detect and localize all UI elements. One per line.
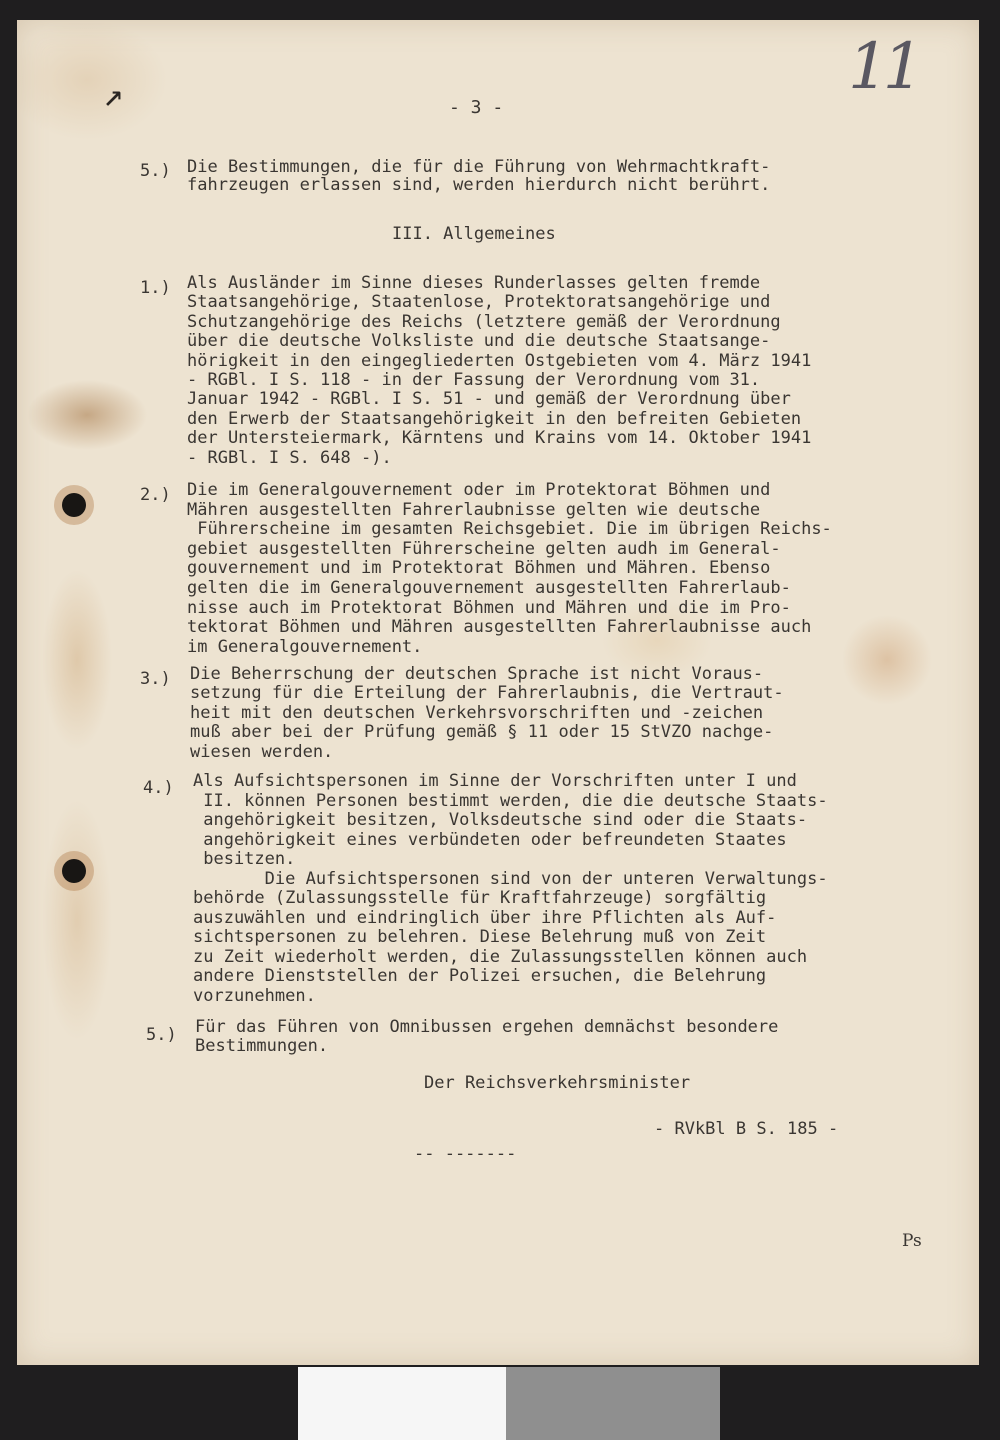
item-body-3: Die Beherrschung der deutschen Sprache ist nicht Voraus- setzung für die Erteilung der Fahrerlaubnis, die Vertraut- heit mit den deutschen Verkehrsvorschriften und -zeichen muß aber bei der Prüfung gemäß § 11 oder 15 StVZO nachge- wiesen werden.: [190, 664, 784, 762]
handwritten-page-number: 11: [848, 30, 918, 104]
calibration-strip-white: [298, 1367, 506, 1440]
item-body-4: Als Aufsichtspersonen im Sinne der Vorschriften unter I und II. können Personen bestimmt werden, die die deutsche Staats- angehörigkeit besitzen, Volksdeutsche sind oder die Staats- angehörigkeit eines verbündeten oder befreundeten Staates besitzen. Die Aufsichtspersonen sind von der unteren Verwaltungs- behörde (Zulassungsstelle für Kraftfahrzeuge) sorgfältig auszuwählen und eindringlich über ihre Pflichten als Auf- sichtspersonen zu belehren. Diese Belehrung muß von Zeit zu Zeit wiederholt werden, die Zulassungsstellen können auch andere Dienststellen der Polizei ersuchen, die Belehrung vorzunehmen.: [193, 771, 828, 1006]
item-body-2: Die im Generalgouvernement oder im Protektorat Böhmen und Mähren ausgestellten Fahrerlaubnisse gelten wie deutsche Führerscheine im gesamten Reichsgebiet. Die im übrigen Reichs- gebiet ausgestellten Führerscheine gelten audh im General- gouvernement und im Protektorat Böhmen und Mähren. Ebenso gelten die im Generalgouvernement ausgestellten Fahrerlaub- nisse auch im Protektorat Böhmen und Mähren und die im Pro- tektorat Böhmen und Mähren ausgestellten Fahrerlaubnisse auch im Generalgouvernement.: [187, 480, 832, 657]
pencil-mark-icon: ↗: [103, 75, 124, 115]
item-number-2: 2.): [140, 485, 171, 505]
item-body-1: Als Ausländer im Sinne dieses Runderlasses gelten fremde Staatsangehörige, Staatenlose, Protektoratsangehörige und Schutzangehörige des Reichs (letztere gemäß der Verordnung über die deutsche Volksliste und die deutsche Staatsange- hörigkeit in den eingegliederten Ostgebieten vom 4. März 1941 - RGBl. I S. 118 - in der Fassung der Verordnung vom 31. Januar 1942 - RGBl. I S. 51 - und gemäß der Verordnung über den Erwerb der Staatsangehörigkeit in den befreiten Gebieten der Untersteiermark, Kärntens und Krains vom 14. Oktober 1941 - RGBl. I S. 648 -).: [187, 273, 812, 468]
section-heading: III. Allgemeines: [392, 224, 556, 244]
signature-line: Der Reichsverkehrsminister: [424, 1073, 691, 1093]
punch-hole-lower: [62, 859, 86, 883]
item-number-4: 4.): [143, 778, 174, 798]
closing-divider: -- -------: [414, 1144, 517, 1164]
typist-initials: Ps: [902, 1231, 922, 1251]
punch-hole-upper: [62, 493, 86, 517]
item-number-5: 5.): [146, 1025, 177, 1045]
page-number: - 3 -: [449, 97, 504, 118]
item-number-3: 3.): [140, 669, 171, 689]
item-number-preamble: 5.): [140, 161, 171, 181]
item-body-preamble: Die Bestimmungen, die für die Führung von Wehrmachtkraft- fahrzeugen erlassen sind, werden hierdurch nicht berührt.: [187, 157, 771, 195]
calibration-strip-gray: [506, 1367, 720, 1440]
item-body-5: Für das Führen von Omnibussen ergehen demnächst besondere Bestimmungen.: [195, 1017, 779, 1057]
reference-citation: - RVkBl B S. 185 -: [654, 1119, 839, 1139]
item-number-1: 1.): [140, 278, 171, 298]
